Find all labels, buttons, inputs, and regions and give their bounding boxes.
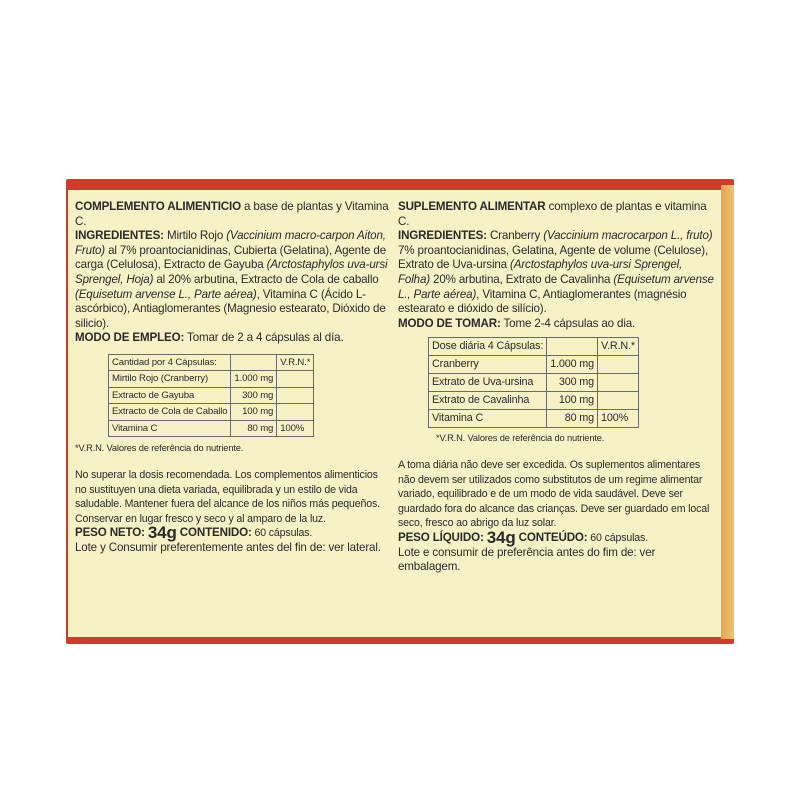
table-cell: 300 mg: [547, 374, 598, 392]
pt-usage: [398, 317, 716, 332]
table-cell: Extracto de Cola de Caballo: [109, 404, 231, 421]
es-ing-text-3: al 20% arbutina, Extracto de Cola de caballo: [153, 272, 379, 286]
table-cell: [598, 356, 639, 374]
es-weight-label: PESO NETO:: [75, 526, 148, 540]
table-cell: [277, 371, 314, 388]
table-cell: Cranberry: [429, 356, 547, 374]
table-cell: [277, 404, 314, 421]
table-header-row: [109, 354, 314, 371]
table-cell: Vitamina C: [429, 410, 547, 428]
table-header-cell: V.R.N.*: [598, 338, 639, 356]
es-content-value: 60 cápsulas.: [251, 527, 313, 540]
es-ing-text-2: al 7% proantocianidinas, Cubierta (Gelatina), Agente de carga (Celulosa), Extracto de Gayuba: [75, 243, 387, 272]
table-cell: 80 mg: [547, 410, 598, 428]
es-ing-italic-2: (Arctostaphylos uva-ursi Sprengel, Hoja): [75, 258, 388, 286]
table-cell: 100%: [277, 420, 314, 437]
table-cell: [277, 387, 314, 404]
es-warning: No superar la dosis recomendada. Los complementos alimenticios no sustituyen una dieta variada, equilibrada y un estilo de vida saludable. Mantener fuera del alcance de los niños más pequeños. Conservar en lugar fresco y seco y al amparo de la luz.: [75, 469, 380, 525]
pt-content-value: 60 cápsulas.: [587, 531, 648, 544]
spanish-column: [75, 200, 390, 556]
pt-vrn-note: *V.R.N. Valores de referência do nutriente.: [436, 433, 605, 444]
es-weight-value: 34g: [147, 523, 177, 543]
pt-weight-value: 34g: [486, 527, 516, 547]
table-header-row: [429, 338, 639, 356]
pt-ing-text-1: Cranberry: [486, 229, 544, 243]
pt-title: [398, 200, 716, 229]
table-cell: Mirtilo Rojo (Cranberry): [109, 371, 231, 388]
table-header-cell: Dose diária 4 Cápsulas:: [429, 338, 547, 356]
es-title-bold: COMPLEMENTO ALIMENTICIO: [75, 200, 241, 213]
pt-ing-italic-1: (Vaccinium macrocarpon L., fruto): [543, 229, 713, 243]
pt-ing-text-3: 20% arbutina, Extrato de Cavalinha: [429, 272, 614, 286]
pt-ing-italic-3: (Equisetum arvense L., Parte aérea): [398, 272, 714, 301]
table-cell: [598, 392, 639, 410]
table-row: [109, 387, 314, 404]
table-header-cell: V.R.N.*: [277, 354, 314, 371]
table-cell: 100 mg: [231, 404, 277, 421]
pt-warning: A toma diária não deve ser excedida. Os suplementos alimentares não devem ser utilizados como substitutos de um regime alimentar variado, equilibrado e de um modo de vida saudável. Deve ser guardado fora do alcance das crianças. Deve ser guardado em local seco, fresco ao abrigo da luz solar.: [398, 458, 710, 530]
pt-ing-text-4: , Vitamina C, Antiaglomerantes (magnésio estearato e dióxido de silício).: [398, 287, 687, 316]
es-ing-italic-1: (Vaccinium macro-carpon Aiton, Fruto): [75, 229, 386, 257]
table-cell: [598, 374, 639, 392]
table-row: [429, 392, 639, 410]
es-title-rest: a base de plantas y Vitamina C.: [75, 200, 389, 228]
pt-ingredients: [398, 229, 716, 317]
table-cell: Extrato de Cavalinha: [429, 392, 547, 410]
es-ing-text-1: Mirtilo Rojo: [163, 229, 227, 243]
pt-title-rest: complexo de plantas e vitamina C.: [398, 200, 707, 228]
pt-lot: Lote e consumir de preferência antes do fim de: ver embalagem.: [398, 545, 656, 574]
table-row: [109, 404, 314, 421]
table-header-cell: [547, 338, 598, 356]
table-cell: 300 mg: [231, 387, 277, 404]
es-title: [75, 200, 390, 229]
table-cell: Vitamina C: [109, 420, 231, 437]
pt-ing-italic-2: (Arctostaphylos uva-ursi Sprengel, Folha): [398, 258, 683, 286]
table-row: [109, 371, 314, 388]
box-side-edge: [721, 185, 734, 639]
pt-title-bold: SUPLEMENTO ALIMENTAR: [398, 200, 546, 213]
es-nutrition-table: [108, 354, 314, 438]
table-cell: 80 mg: [231, 420, 277, 437]
table-header-cell: [231, 354, 277, 371]
table-row: [429, 374, 639, 392]
table-cell: Extrato de Uva-ursina: [429, 374, 547, 392]
pt-weight-label: PESO LÍQUIDO:: [398, 530, 487, 544]
table-cell: 100 mg: [547, 392, 598, 410]
table-header-cell: Cantidad por 4 Cápsulas:: [109, 354, 231, 371]
table-cell: 1.000 mg: [547, 356, 598, 374]
pt-weight-line: [398, 527, 716, 547]
es-content-label: CONTENIDO:: [176, 526, 252, 540]
es-usage-text: Tomar de 2 a 4 cápsulas al día.: [184, 331, 344, 345]
es-ingredients: [75, 229, 390, 331]
table-row: [429, 356, 639, 374]
table-cell: Extracto de Gayuba: [109, 387, 231, 404]
es-lot: Lote y Consumir preferentemente antes del fin de: ver lateral.: [75, 541, 381, 554]
es-usage-label: MODO DE EMPLEO:: [75, 331, 185, 345]
table-row: [109, 420, 314, 437]
es-ing-text-4: , Vitamina C (Ácido L-ascórbico), Antiaglomerantes (Magnesio estearato, Dióxido de silicio).: [75, 287, 386, 330]
es-vrn-note: *V.R.N. Valores de referência do nutriente.: [75, 443, 244, 454]
pt-usage-text: Tome 2-4 cápsulas ao dia.: [500, 316, 636, 330]
pt-nutrition-table: [428, 337, 639, 428]
table-cell: 100%: [598, 410, 639, 428]
table-cell: 1.000 mg: [231, 371, 277, 388]
es-weight-line: [75, 523, 390, 543]
es-ing-italic-3: (Equisetum arvense L., Parte aérea): [75, 287, 257, 301]
table-row: [429, 410, 639, 428]
es-usage: [75, 331, 390, 346]
pt-usage-label: MODO DE TOMAR:: [398, 316, 501, 330]
pt-ingredients-label: INGREDIENTES:: [398, 229, 487, 243]
es-ingredients-label: INGREDIENTES:: [75, 229, 164, 243]
pt-ing-text-2: 7% proantocianidinas, Gelatina, Agente de volume (Celulose), Extrato de Uva-ursina: [398, 243, 709, 272]
portuguese-column: [398, 200, 716, 575]
pt-content-label: CONTEÚDO:: [515, 530, 588, 544]
